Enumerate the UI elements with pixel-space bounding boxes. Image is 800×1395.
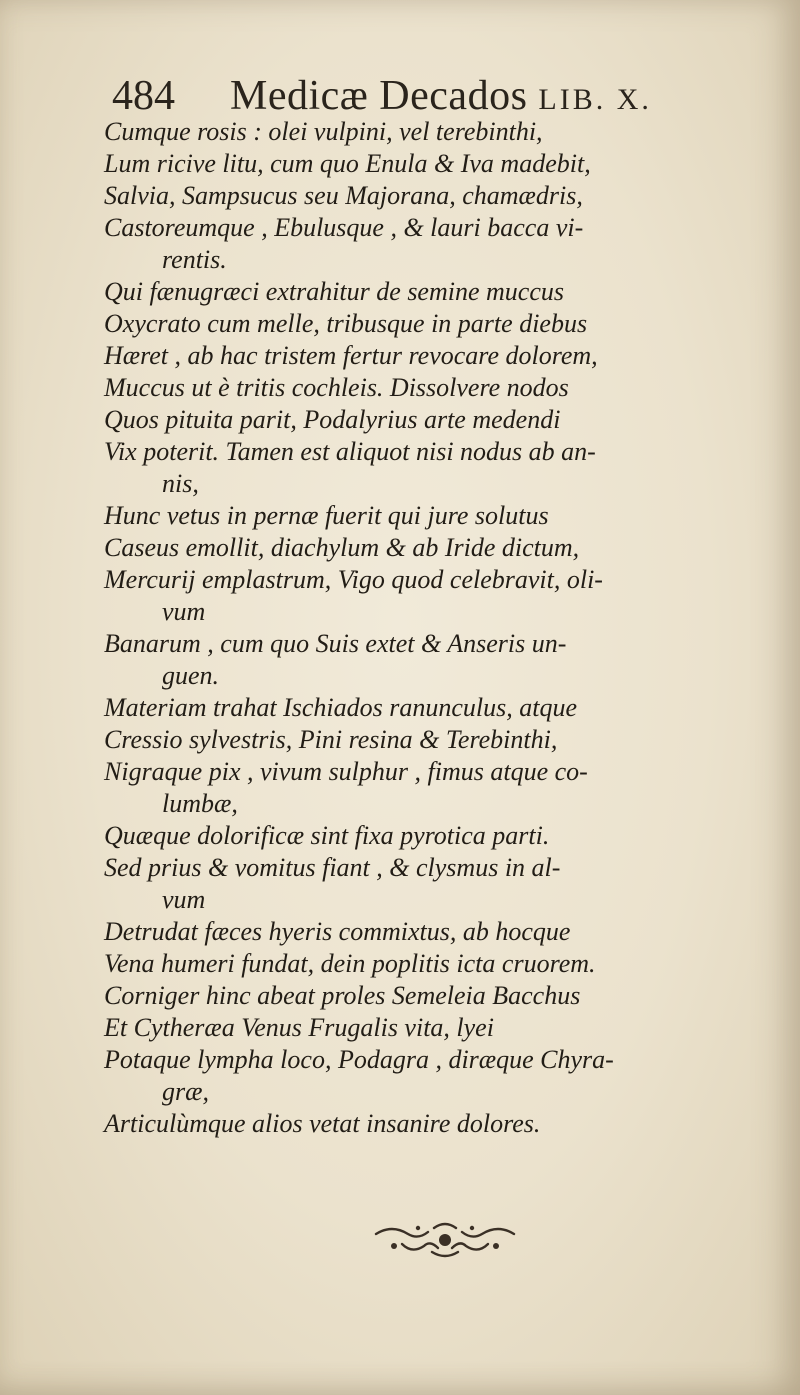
- verse-line: Cumque rosis : olei vulpini, vel terebinthi,: [104, 117, 543, 146]
- verse-continuation: guen.: [162, 661, 220, 690]
- verse-line: Corniger hinc abeat proles Semeleia Bacchus: [104, 981, 581, 1010]
- verse-line: Banarum , cum quo Suis extet & Anseris un-: [104, 629, 567, 658]
- verse-line: Castoreumque , Ebulusque , & lauri bacca vi-: [104, 213, 584, 242]
- verse-line: Quos pituita parit, Podalyrius arte medendi: [104, 405, 561, 434]
- running-title: [230, 72, 652, 120]
- verse-line: Hæret , ab hac tristem fertur revocare dolorem,: [104, 341, 598, 370]
- verse-line: Materiam trahat Ischiados ranunculus, atque: [104, 693, 578, 722]
- verse-line: Mercurij emplastrum, Vigo quod celebravit, oli-: [104, 565, 603, 594]
- poem-text: [104, 116, 772, 1140]
- verse-line: Potaque lympha loco, Podagra , diræque Chyra-: [104, 1045, 614, 1074]
- page-number: 484: [112, 73, 175, 119]
- verse-line: Muccus ut è tritis cochleis. Dissolvere nodos: [104, 373, 569, 402]
- verse-line: Vena humeri fundat, dein poplitis icta cruorem.: [104, 949, 596, 978]
- verse-line: Qui fænugræci extrahitur de semine muccus: [104, 277, 564, 306]
- verse-line: Lum ricive litu, cum quo Enula & Iva madebit,: [104, 149, 591, 178]
- verse-continuation: nis,: [162, 469, 199, 498]
- verse-line: Caseus emollit, diachylum & ab Iride dictum,: [104, 533, 580, 562]
- verse-line: Vix poterit. Tamen est aliquot nisi nodus ab an-: [104, 437, 596, 466]
- verse-line: Quæque dolorificæ sint fixa pyrotica parti.: [104, 821, 550, 850]
- verse-continuation: rentis.: [162, 245, 227, 274]
- verse-line: Salvia, Sampsucus seu Majorana, chamædris,: [104, 181, 583, 210]
- verse-line: Nigraque pix , vivum sulphur , fimus atque co-: [104, 757, 588, 786]
- verse-line: Detrudat fæces hyeris commixtus, ab hocque: [104, 917, 571, 946]
- verse-continuation: vum: [162, 885, 206, 914]
- verse-line: Articulùmque alios vetat insanire dolores.: [104, 1109, 541, 1138]
- verse-line: Sed prius & vomitus fiant , & clysmus in al-: [104, 853, 561, 882]
- verse-line: Hunc vetus in pernæ fuerit qui jure solutus: [104, 501, 549, 530]
- verse-continuation: græ,: [162, 1077, 209, 1106]
- tailpiece-ornament-icon: [372, 1222, 518, 1258]
- verse-continuation: vum: [162, 597, 206, 626]
- verse-line: Et Cytheræa Venus Frugalis vita, lyei: [104, 1013, 494, 1042]
- verse-line: Cressio sylvestris, Pini resina & Terebinthi,: [104, 725, 558, 754]
- page-header: [112, 72, 702, 122]
- book-number: LIB. X.: [538, 83, 652, 116]
- verse-line: Oxycrato cum melle, tribusque in parte diebus: [104, 309, 588, 338]
- running-title-text: Medicæ Decados: [230, 73, 528, 119]
- verse-continuation: lumbæ,: [162, 789, 238, 818]
